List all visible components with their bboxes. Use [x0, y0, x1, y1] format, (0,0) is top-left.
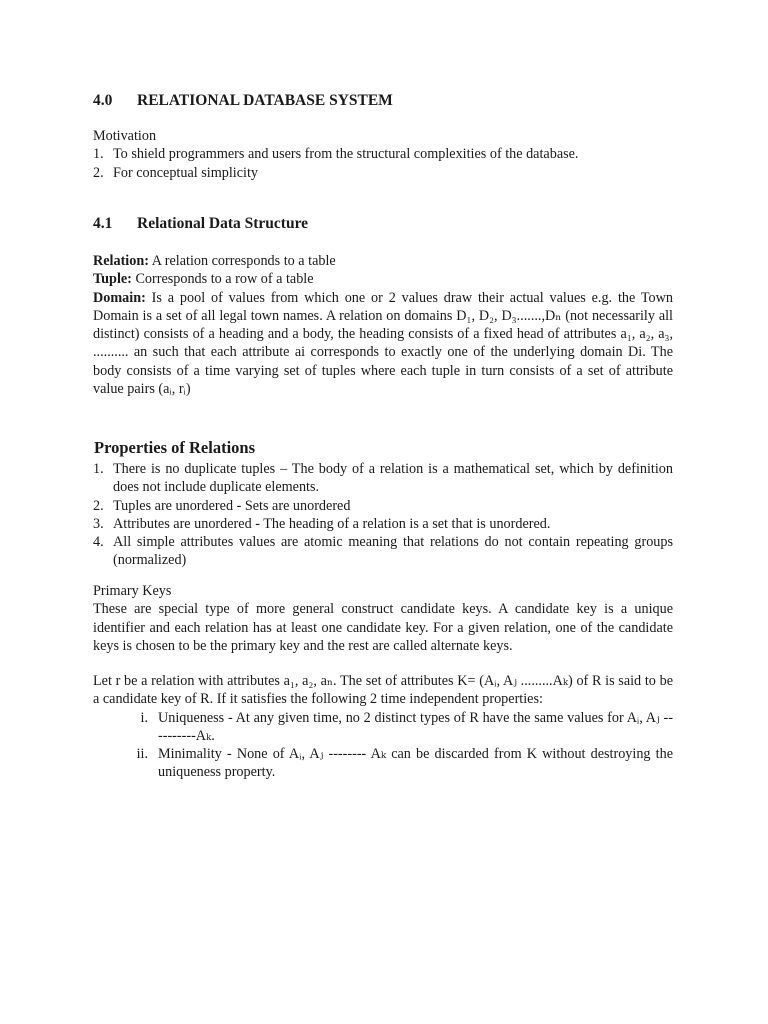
properties-list: [93, 460, 673, 570]
motivation-list: [93, 145, 673, 182]
section-number: 4.0: [93, 92, 113, 109]
section-number: 4.1: [93, 215, 113, 232]
list-item: 3. Attributes are unordered - The heading of a relation is a set that is unordered.: [93, 515, 551, 532]
relation-definition: Relation: A relation corresponds to a table: [93, 253, 336, 269]
candidate-key-properties: [93, 709, 673, 782]
properties-block: [93, 460, 673, 570]
section-title: RELATIONAL DATABASE SYSTEM: [137, 92, 393, 109]
candidate-key-block: [93, 672, 673, 782]
section-heading-4-0: [93, 92, 393, 110]
tuple-definition: Tuple: Corresponds to a row of a table: [93, 271, 314, 288]
domain-definition: Domain: Is a pool of values from which one or 2 values draw their actual values e.g. the Town Domain is a set of all legal town names. A relation on domains D₁, D₂, D₃.......,Dₙ (not necessarily all distinct) consists of a heading and a body, the heading consists of a fixed head of attributes a₁, a₂, a₃, .......... an such that each attribute ai corresponds to exactly one of the underlying domain Di. The body consists of a time varying set of tuples where each tuple in turn consists of a set of attribute value pairs (aᵢ, rᵢ): [93, 289, 673, 398]
list-item: 1. To shield programmers and users from the structural complexities of the database.: [93, 146, 579, 163]
list-item: 2. Tuples are unordered - Sets are unordered: [93, 497, 351, 514]
list-item: 4. All simple attributes values are atomic meaning that relations do not contain repeating groups (normalized): [93, 534, 673, 569]
motivation-block: [93, 127, 673, 182]
section-heading-4-1: [93, 215, 308, 233]
properties-heading: Properties of Relations: [94, 438, 255, 457]
primary-keys-block: [93, 582, 673, 655]
definitions-block: [93, 252, 673, 398]
primary-keys-label: Primary Keys: [93, 583, 172, 599]
primary-keys-paragraph: These are special type of more general construct candidate keys. A candidate key is a unique identifier and each relation has at least one candidate key. For a given relation, one of the candidate keys is chosen to be the primary key and the rest are called alternate keys.: [93, 601, 673, 654]
list-item: 2. For conceptual simplicity: [93, 164, 258, 181]
motivation-label: Motivation: [93, 128, 157, 144]
candidate-key-paragraph: Let r be a relation with attributes a₁, a₂, aₙ. The set of attributes K= (Aᵢ, Aⱼ .........Aₖ) of R is said to be a candidate key of R. If it satisfies the following 2 time independent properties:: [93, 673, 673, 708]
section-title: Relational Data Structure: [137, 215, 309, 232]
list-item: i. Uniqueness - At any given time, no 2 distinct types of R have the same values for Aᵢ, Aⱼ ----------Aₖ.: [140, 709, 673, 744]
list-item: 1. There is no duplicate tuples – The body of a relation is a mathematical set, which by definition does not include duplicate elements.: [93, 461, 673, 496]
list-item: ii. Minimality - None of Aᵢ, Aⱼ -------- Aₖ can be discarded from K without destroying the uniqueness property.: [136, 746, 673, 781]
